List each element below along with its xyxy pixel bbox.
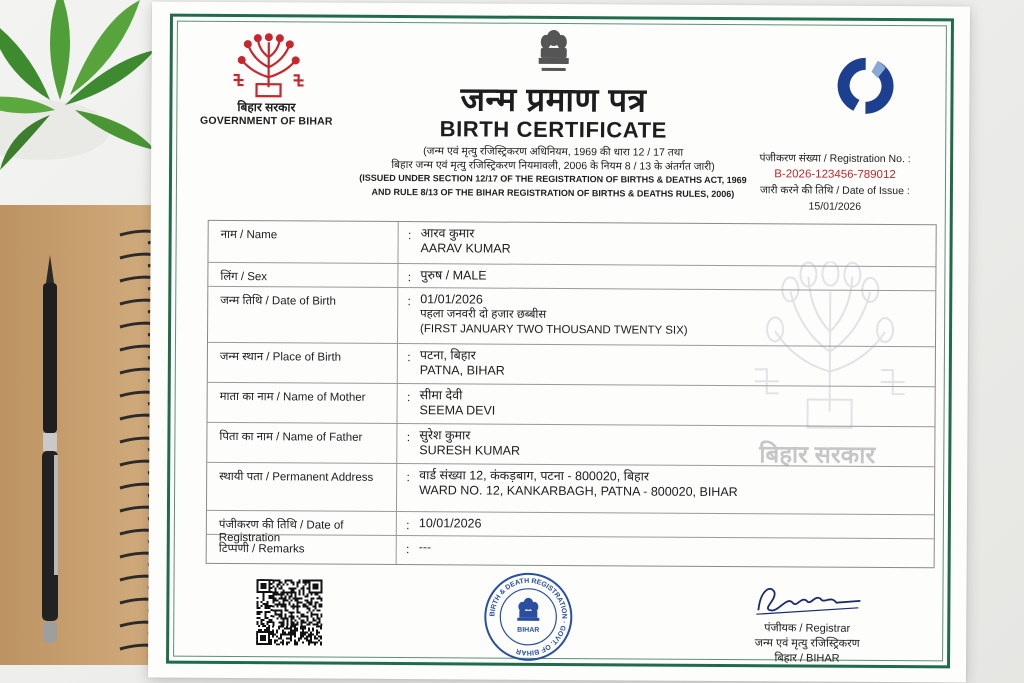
- colon-separator: :: [406, 430, 411, 445]
- colon-separator: :: [406, 518, 410, 533]
- government-hindi: बिहार सरकार: [237, 100, 296, 115]
- field-value-line: पुरुष / MALE: [420, 268, 487, 283]
- signature-icon: [748, 580, 868, 621]
- registrar-state: बिहार / BIHAR: [774, 652, 840, 665]
- registration-number-label: पंजीकरण संख्या / Registration No. :: [759, 152, 911, 166]
- field-value-line: AARAV KUMAR: [420, 241, 511, 256]
- registrar-title: पंजीयक / Registrar: [764, 622, 851, 635]
- field-value: [419, 512, 934, 538]
- field-value-line: SURESH KUMAR: [419, 443, 521, 458]
- field-value: [420, 384, 935, 426]
- field-value: [420, 222, 935, 266]
- registration-logo-icon: [823, 52, 907, 121]
- field-value-line: सुरेश कुमार: [419, 428, 471, 443]
- field-value-line: पहला जनवरी दो हजार छब्बीस: [420, 308, 547, 321]
- field-value-line: 01/01/2026: [420, 292, 483, 307]
- colon-separator: :: [407, 294, 411, 309]
- field-value-line: SEEMA DEVI: [419, 403, 496, 418]
- issued-under-text: [351, 145, 755, 201]
- colon-separator: :: [407, 270, 412, 285]
- issue-date-label: जारी करने की तिथि / Date of Issue :: [759, 184, 910, 198]
- colon-separator: :: [406, 542, 410, 557]
- table-row: [208, 287, 935, 347]
- table-row: [207, 383, 934, 427]
- field-value-line: वार्ड संख्या 12, कंकड़बाग, पटना - 800020, बिहार: [419, 468, 650, 484]
- title-english: BIRTH CERTIFICATE: [439, 116, 668, 143]
- registrar-department: जन्म एवं मृत्यु रजिस्ट्रिकरण: [754, 637, 860, 650]
- field-value: [419, 536, 934, 567]
- registration-number: B-2026-123456-789012: [774, 168, 896, 182]
- seal-center-text: BIHAR: [517, 626, 540, 634]
- field-label: स्थायी पता / Permanent Address: [207, 463, 397, 511]
- table-row: [208, 343, 935, 387]
- colon-separator: :: [406, 470, 410, 485]
- field-label: जन्म स्थान / Place of Birth: [208, 343, 398, 383]
- field-value-line: पटना, बिहार: [419, 348, 476, 363]
- ashoka-emblem-icon: [536, 28, 572, 78]
- registration-info: [745, 150, 925, 215]
- pen: [30, 255, 70, 645]
- table-row: [208, 221, 935, 267]
- table-row: [207, 423, 934, 467]
- colon-separator: :: [406, 390, 411, 405]
- field-value-line: PATNA, BIHAR: [419, 363, 505, 378]
- seal-ring-text: BIRTH & DEATH REGISTRATION · GOVT. OF BIHAR: [489, 577, 568, 656]
- field-label: माता का नाम / Name of Mother: [208, 383, 398, 423]
- field-value-line: WARD NO. 12, KANKARBAGH, PATNA - 800020, BIHAR: [419, 483, 738, 500]
- bihar-tree-logo-icon: [223, 32, 313, 103]
- field-value-line: (FIRST JANUARY TWO THOUSAND TWENTY SIX): [420, 323, 688, 337]
- table-row: [207, 463, 934, 515]
- issued-english-line-1: (ISSUED UNDER SECTION 12/17 OF THE REGISTRATION OF BIRTHS & DEATHS ACT, 1969: [359, 172, 747, 186]
- table-row: [207, 535, 934, 567]
- watermark-text: बिहार सरकार: [759, 441, 876, 469]
- title-hindi: जन्म प्रमाण पत्र: [460, 80, 647, 119]
- issued-hindi-line-2: बिहार जन्म एवं मृत्यु रजिस्ट्रिकरण नियमावली, 2006 के नियम 8 / 13 के अंतर्गत जारी): [391, 158, 715, 173]
- field-label: जन्म तिथि / Date of Birth: [208, 287, 398, 343]
- field-value: [419, 424, 934, 466]
- colon-separator: :: [407, 228, 412, 243]
- qr-code-icon: [256, 579, 322, 645]
- field-label: लिंग / Sex: [208, 263, 398, 287]
- field-label: पिता का नाम / Name of Father: [207, 423, 397, 463]
- seal-icon: [483, 572, 574, 663]
- issue-date: 15/01/2026: [808, 200, 862, 213]
- government-english: GOVERNMENT OF BIHAR: [199, 114, 333, 128]
- issued-english-line-2: AND RULE 8/13 OF THE BIHAR REGISTRATION OF BIRTHS & DEATHS RULES, 2006): [371, 186, 735, 199]
- field-value: [419, 464, 934, 514]
- field-value: [420, 344, 935, 386]
- field-value: [420, 264, 935, 290]
- issued-hindi-line-1: (जन्म एवं मृत्यु रजिस्ट्रिकरण अधिनियम, 1969 की धारा 12 / 17 तथा: [423, 145, 684, 159]
- field-value-line: आरव कुमार: [420, 226, 475, 241]
- field-value-line: सीमा देवी: [419, 388, 463, 403]
- birth-certificate: [148, 2, 970, 683]
- registrar-block: [722, 621, 892, 667]
- field-value-line: 10/01/2026: [418, 516, 482, 531]
- field-value-line: ---: [418, 540, 432, 555]
- field-value: [420, 288, 935, 346]
- field-label: पंजीकरण की तिथि / Date of Registration: [207, 511, 397, 535]
- colon-separator: :: [407, 350, 411, 365]
- field-label: टिप्पणी / Remarks: [207, 535, 397, 564]
- field-label: नाम / Name: [208, 221, 398, 263]
- details-table: [206, 220, 937, 568]
